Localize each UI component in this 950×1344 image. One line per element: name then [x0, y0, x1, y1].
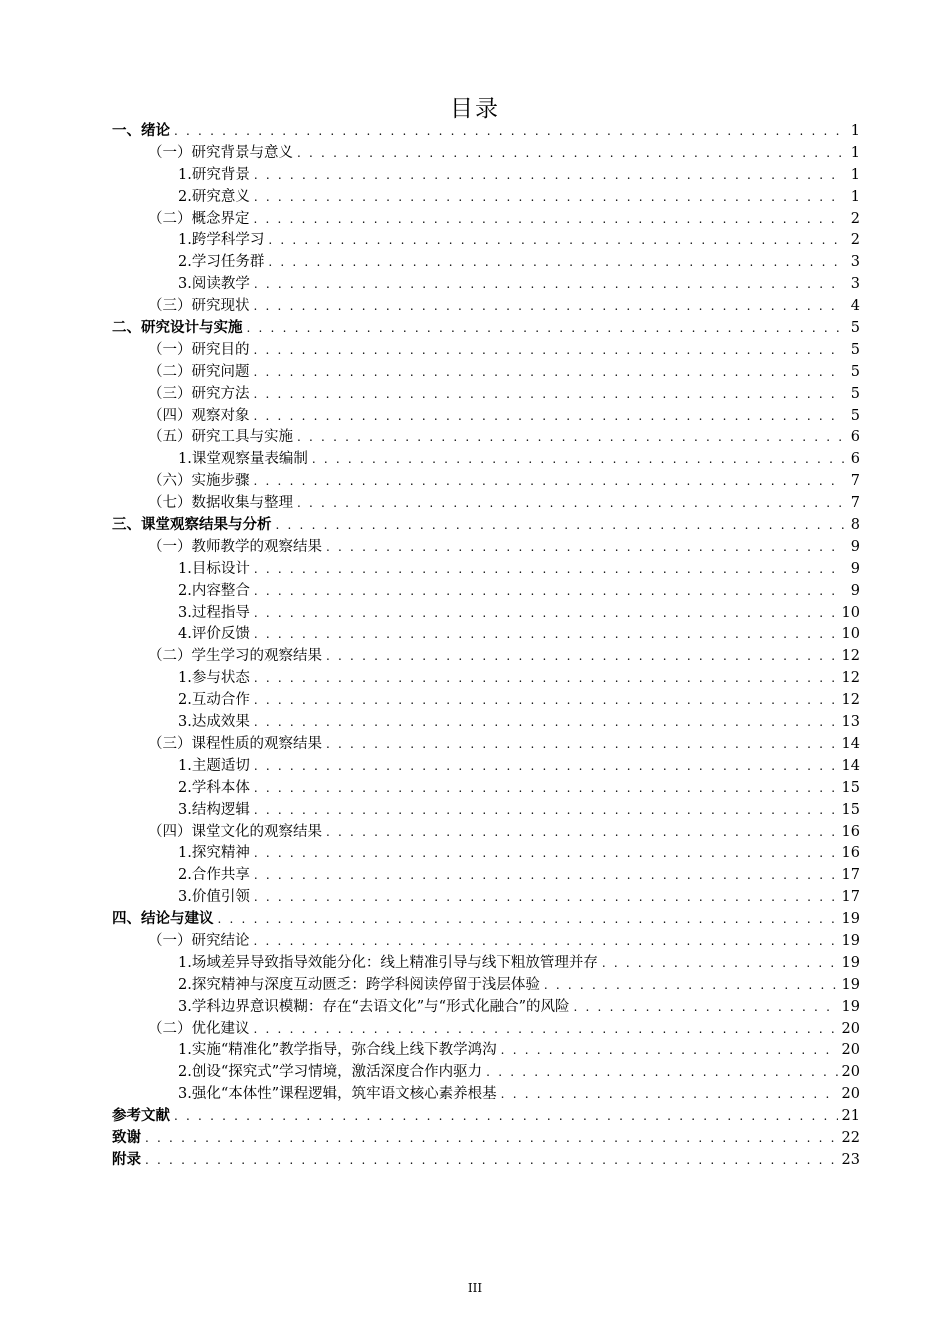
- toc-entry-level-3[interactable]: [112, 800, 860, 822]
- toc-entry-level-2[interactable]: [112, 822, 860, 844]
- toc-entry-level-3[interactable]: [112, 975, 860, 997]
- toc-dot-leader: [254, 800, 838, 822]
- toc-entry-label: （一）教师教学的观察结果: [148, 538, 322, 555]
- toc-dot-leader: [254, 931, 838, 953]
- toc-entry-label: （五）研究工具与实施: [148, 429, 293, 446]
- toc-dot-leader: [254, 1019, 838, 1041]
- toc-entry-level-3[interactable]: [112, 1040, 860, 1062]
- toc-dot-leader: [254, 887, 838, 909]
- toc-entry-level-1[interactable]: [112, 318, 860, 340]
- toc-entry-page-number: 17: [841, 889, 860, 906]
- toc-entry-level-3[interactable]: [112, 230, 860, 252]
- toc-entry-page-number: 19: [841, 998, 860, 1015]
- toc-entry-page-number: 22: [841, 1129, 860, 1146]
- toc-entry-label: 参考文献: [112, 1108, 170, 1125]
- toc-dot-leader: [486, 1062, 837, 1084]
- toc-dot-leader: [326, 537, 844, 559]
- toc-entry-level-2[interactable]: [112, 931, 860, 953]
- toc-entry-level-2[interactable]: [112, 471, 860, 493]
- toc-entry-page-number: 2: [850, 210, 860, 227]
- toc-entry-label: 1.跨学科学习: [178, 232, 265, 249]
- toc-entry-page-number: 14: [841, 735, 860, 752]
- toc-entry-label: 1.课堂观察量表编制: [178, 451, 308, 468]
- toc-entry-page-number: 16: [841, 845, 860, 862]
- toc-dot-leader: [254, 274, 844, 296]
- toc-entry-label: 3.过程指导: [178, 604, 250, 621]
- toc-dot-leader: [254, 340, 845, 362]
- toc-dot-leader: [268, 230, 844, 252]
- toc-dot-leader: [254, 668, 838, 690]
- toc-dot-leader: [254, 165, 844, 187]
- toc-entry-level-3[interactable]: [112, 953, 860, 975]
- toc-entry-page-number: 19: [841, 976, 860, 993]
- toc-entry-level-3[interactable]: [112, 668, 860, 690]
- toc-dot-leader: [501, 1040, 838, 1062]
- toc-entry-page-number: 7: [850, 495, 860, 512]
- toc-entry-page-number: 6: [850, 451, 860, 468]
- toc-entry-level-3[interactable]: [112, 690, 860, 712]
- toc-dot-leader: [254, 296, 845, 318]
- toc-entry-label: （一）研究目的: [148, 341, 250, 358]
- toc-entry-level-2[interactable]: [112, 427, 860, 449]
- toc-entry-page-number: 10: [841, 604, 860, 621]
- toc-entry-level-3[interactable]: [112, 559, 860, 581]
- toc-entry-level-2[interactable]: [112, 209, 860, 231]
- toc-entry-level-3[interactable]: [112, 1084, 860, 1106]
- toc-entry-label: 2.互动合作: [178, 692, 250, 709]
- toc-entry-label: 4.评价反馈: [178, 626, 250, 643]
- toc-entry-level-2[interactable]: [112, 406, 860, 428]
- toc-dot-leader: [145, 1128, 838, 1150]
- toc-dot-leader: [254, 384, 845, 406]
- toc-entry-page-number: 20: [841, 1042, 860, 1059]
- toc-entry-level-3[interactable]: [112, 449, 860, 471]
- toc-entry-label: 1.探究精神: [178, 845, 250, 862]
- toc-entry-label: （四）课堂文化的观察结果: [148, 823, 322, 840]
- toc-entry-level-1[interactable]: [112, 515, 860, 537]
- toc-entry-level-1[interactable]: [112, 909, 860, 931]
- toc-dot-leader: [312, 449, 844, 471]
- toc-dot-leader: [268, 252, 844, 274]
- toc-dot-leader: [297, 493, 844, 515]
- toc-entry-level-2[interactable]: [112, 384, 860, 406]
- toc-entry-level-3[interactable]: [112, 778, 860, 800]
- toc-entry-page-number: 5: [850, 341, 860, 358]
- toc-entry-page-number: 3: [850, 254, 860, 271]
- toc-entry-page-number: 9: [850, 582, 860, 599]
- toc-entry-page-number: 19: [841, 911, 860, 928]
- toc-entry-label: 一、绪论: [112, 123, 170, 139]
- toc-entry-page-number: 6: [850, 429, 860, 446]
- toc-entry-page-number: 1: [850, 123, 860, 139]
- toc-entry-level-3[interactable]: [112, 603, 860, 625]
- toc-entry-label: （二）概念界定: [148, 210, 250, 227]
- toc-entry-page-number: 19: [841, 954, 860, 971]
- toc-entry-level-2[interactable]: [112, 340, 860, 362]
- toc-entry-page-number: 5: [850, 320, 860, 337]
- toc-entry-page-number: 1: [850, 166, 860, 183]
- table-of-contents: [112, 121, 860, 1172]
- toc-entry-label: 3.强化“本体性”课程逻辑，筑牢语文核心素养根基: [178, 1086, 497, 1103]
- toc-entry-label: 3.学科边界意识模糊：存在“去语文化”与“形式化融合”的风险: [178, 998, 570, 1015]
- toc-entry-level-3[interactable]: [112, 887, 860, 909]
- toc-entry-page-number: 20: [841, 1064, 860, 1081]
- toc-entry-label: 三、课堂观察结果与分析: [112, 517, 272, 534]
- toc-dot-leader: [254, 603, 838, 625]
- toc-entry-label: 3.结构逻辑: [178, 801, 250, 818]
- toc-dot-leader: [247, 318, 845, 340]
- toc-dot-leader: [501, 1084, 838, 1106]
- toc-entry-label: 1.目标设计: [178, 560, 250, 577]
- toc-dot-leader: [544, 975, 838, 997]
- page-title: 目录: [450, 96, 500, 122]
- toc-dot-leader: [254, 690, 838, 712]
- toc-entry-level-2[interactable]: [112, 1019, 860, 1041]
- toc-entry-page-number: 23: [841, 1151, 860, 1168]
- toc-entry-level-3[interactable]: [112, 712, 860, 734]
- toc-entry-page-number: 9: [850, 538, 860, 555]
- toc-dot-leader: [573, 997, 837, 1019]
- toc-entry-level-3[interactable]: [112, 843, 860, 865]
- toc-entry-level-2[interactable]: [112, 362, 860, 384]
- toc-entry-page-number: 14: [841, 757, 860, 774]
- toc-dot-leader: [145, 1150, 838, 1172]
- toc-entry-label: 四、结论与建议: [112, 911, 214, 928]
- toc-entry-label: 2.学习任务群: [178, 254, 265, 271]
- toc-entry-label: 2.内容整合: [178, 582, 250, 599]
- toc-entry-level-3[interactable]: [112, 997, 860, 1019]
- toc-dot-leader: [326, 646, 838, 668]
- toc-entry-page-number: 13: [841, 714, 860, 731]
- toc-entry-page-number: 15: [841, 801, 860, 818]
- toc-entry-label: 1.研究背景: [178, 166, 250, 183]
- toc-entry-label: （三）课程性质的观察结果: [148, 735, 322, 752]
- toc-entry-label: 1.参与状态: [178, 670, 250, 687]
- toc-dot-leader: [254, 187, 844, 209]
- toc-dot-leader: [254, 471, 845, 493]
- toc-entry-label: 附录: [112, 1151, 141, 1168]
- toc-entry-label: 致谢: [112, 1129, 141, 1146]
- toc-entry-page-number: 15: [841, 779, 860, 796]
- toc-entry-level-3[interactable]: [112, 865, 860, 887]
- toc-entry-level-3[interactable]: [112, 187, 860, 209]
- toc-entry-page-number: 19: [841, 932, 860, 949]
- toc-entry-label: （四）观察对象: [148, 407, 250, 424]
- toc-entry-level-1[interactable]: [112, 1150, 860, 1172]
- toc-entry-page-number: 12: [841, 648, 860, 665]
- page-number-footer: III: [467, 1281, 483, 1295]
- toc-entry-page-number: 21: [841, 1108, 860, 1125]
- toc-entry-page-number: 17: [841, 867, 860, 884]
- toc-entry-level-2[interactable]: [112, 493, 860, 515]
- toc-entry-page-number: 1: [850, 188, 860, 205]
- toc-dot-leader: [254, 581, 844, 603]
- toc-entry-page-number: 20: [841, 1020, 860, 1037]
- toc-entry-level-2[interactable]: [112, 537, 860, 559]
- toc-entry-level-3[interactable]: [112, 165, 860, 187]
- toc-entry-page-number: 8: [850, 517, 860, 534]
- toc-dot-leader: [254, 209, 845, 231]
- toc-entry-label: （二）优化建议: [148, 1020, 250, 1037]
- toc-entry-level-2[interactable]: [112, 143, 860, 165]
- toc-dot-leader: [326, 822, 838, 844]
- toc-dot-leader: [297, 427, 844, 449]
- toc-dot-leader: [254, 843, 838, 865]
- toc-entry-label: 1.场域差异导致指导效能分化：线上精准引导与线下粗放管理并存: [178, 954, 598, 971]
- toc-dot-leader: [254, 756, 838, 778]
- toc-entry-label: （一）研究结论: [148, 932, 250, 949]
- toc-entry-level-2[interactable]: [112, 646, 860, 668]
- toc-entry-page-number: 10: [841, 626, 860, 643]
- toc-dot-leader: [276, 515, 845, 537]
- toc-entry-page-number: 16: [841, 823, 860, 840]
- toc-entry-level-3[interactable]: [112, 581, 860, 603]
- toc-entry-label: 2.合作共享: [178, 867, 250, 884]
- toc-dot-leader: [254, 712, 838, 734]
- toc-dot-leader: [602, 953, 838, 975]
- toc-dot-leader: [326, 734, 838, 756]
- toc-dot-leader: [254, 406, 845, 428]
- toc-entry-level-3[interactable]: [112, 756, 860, 778]
- toc-entry-label: 二、研究设计与实施: [112, 320, 243, 337]
- toc-entry-level-1[interactable]: [112, 1128, 860, 1150]
- toc-entry-level-3[interactable]: [112, 624, 860, 646]
- toc-entry-label: 2.学科本体: [178, 779, 250, 796]
- toc-entry-label: 3.阅读教学: [178, 276, 250, 293]
- toc-entry-level-2[interactable]: [112, 296, 860, 318]
- toc-entry-label: 2.研究意义: [178, 188, 250, 205]
- toc-entry-page-number: 12: [841, 692, 860, 709]
- toc-entry-label: 3.价值引领: [178, 889, 250, 906]
- toc-dot-leader: [297, 143, 844, 165]
- toc-entry-level-1[interactable]: [112, 1106, 860, 1128]
- toc-entry-level-3[interactable]: [112, 252, 860, 274]
- toc-entry-label: （一）研究背景与意义: [148, 144, 293, 161]
- toc-entry-label: 3.达成效果: [178, 714, 250, 731]
- toc-dot-leader: [254, 624, 838, 646]
- toc-entry-label: （二）研究问题: [148, 363, 250, 380]
- toc-entry-label: 1.实施“精准化”教学指导，弥合线上线下教学鸿沟: [178, 1042, 497, 1059]
- toc-entry-label: 2.创设“探究式”学习情境，激活深度合作内驱力: [178, 1064, 483, 1081]
- toc-entry-page-number: 1: [850, 144, 860, 161]
- toc-entry-page-number: 5: [850, 385, 860, 402]
- toc-entry-page-number: 3: [850, 276, 860, 293]
- toc-dot-leader: [254, 778, 838, 800]
- toc-entry-label: 1.主题适切: [178, 757, 250, 774]
- toc-entry-page-number: 2: [850, 232, 860, 249]
- toc-dot-leader: [174, 121, 844, 143]
- toc-entry-level-2[interactable]: [112, 734, 860, 756]
- toc-entry-page-number: 7: [850, 473, 860, 490]
- toc-entry-page-number: 9: [850, 560, 860, 577]
- toc-entry-page-number: 20: [841, 1086, 860, 1103]
- toc-entry-label: 2.探究精神与深度互动匮乏：跨学科阅读停留于浅层体验: [178, 976, 540, 993]
- toc-entry-page-number: 5: [850, 363, 860, 380]
- toc-entry-level-3[interactable]: [112, 1062, 860, 1084]
- toc-entry-page-number: 12: [841, 670, 860, 687]
- toc-entry-label: （六）实施步骤: [148, 473, 250, 490]
- toc-entry-page-number: 5: [850, 407, 860, 424]
- toc-entry-level-3[interactable]: [112, 274, 860, 296]
- toc-dot-leader: [254, 559, 844, 581]
- toc-entry-page-number: 4: [850, 298, 860, 315]
- toc-entry-label: （二）学生学习的观察结果: [148, 648, 322, 665]
- toc-dot-leader: [254, 362, 845, 384]
- toc-entry-label: （三）研究现状: [148, 298, 250, 315]
- toc-entry-level-1[interactable]: [112, 121, 860, 143]
- toc-dot-leader: [174, 1106, 838, 1128]
- toc-dot-leader: [218, 909, 838, 931]
- toc-dot-leader: [254, 865, 838, 887]
- toc-entry-label: （七）数据收集与整理: [148, 495, 293, 512]
- toc-entry-label: （三）研究方法: [148, 385, 250, 402]
